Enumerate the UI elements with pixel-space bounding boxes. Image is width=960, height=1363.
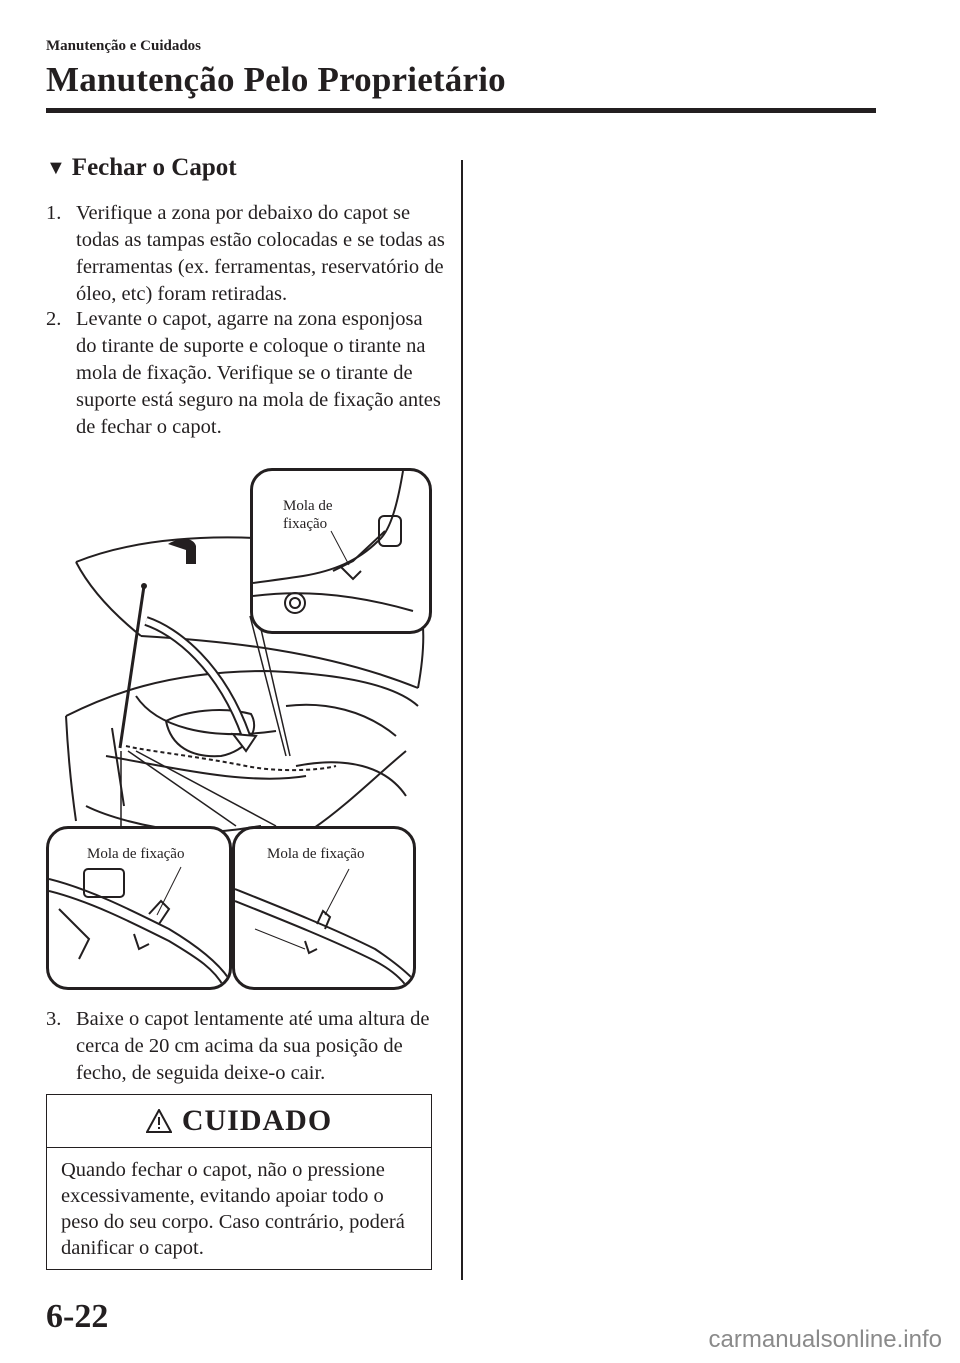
column-divider <box>461 160 463 1280</box>
hood-illustration <box>46 466 430 986</box>
clip-detail-drawing <box>253 471 429 631</box>
caution-title: CUIDADO <box>181 1104 333 1137</box>
step-number: 3. <box>46 1008 62 1030</box>
watermark: carmanualsonline.info <box>708 1326 942 1353</box>
warning-triangle-icon <box>146 1109 172 1133</box>
step-number: 1. <box>46 202 62 224</box>
clip-label-top <box>283 497 333 533</box>
page-title: Manutenção Pelo Proprietário <box>46 60 506 99</box>
step-3 <box>46 1006 446 1087</box>
callout-bottom-left <box>46 826 232 990</box>
caution-header <box>47 1095 431 1148</box>
page-number: 6-22 <box>46 1298 109 1335</box>
clip-label-line1: Mola de <box>283 498 333 514</box>
step-text: Baixe o capot lentamente até uma altura de cerca de 20 cm acima da sua posição de fecho, de seguida deixe-o cair. <box>76 1008 430 1084</box>
step-2 <box>46 306 446 441</box>
section-label: Manutenção e Cuidados <box>46 38 202 54</box>
callout-top-right <box>250 468 432 634</box>
clip-label-left: Mola de fixação <box>87 846 185 862</box>
step-number: 2. <box>46 308 62 330</box>
header-rule <box>46 108 876 113</box>
step-1 <box>46 200 446 308</box>
step-text: Verifique a zona por debaixo do capot se todas as tampas estão colocadas e se todas as ferramentas (ex. ferramentas, reservatório de óleo, etc) foram retiradas. <box>76 202 445 305</box>
subsection-title: Fechar o Capot <box>71 154 237 181</box>
caution-text: Quando fechar o capot, não o pressione excessivamente, evitando apoiar todo o peso do seu corpo. Caso contrário, poderá danificar o capot. <box>61 1159 405 1259</box>
caution-box <box>46 1094 432 1270</box>
subsection-heading <box>46 154 237 182</box>
callout-bottom-right <box>232 826 416 990</box>
step-text: Levante o capot, agarre na zona esponjosa do tirante de suporte e coloque o tirante na mola de fixação. Verifique se o tirante de suporte está seguro na mola de fixação antes de fechar o capot. <box>76 308 441 438</box>
clip-label-right: Mola de fixação <box>267 846 365 862</box>
clip-label-line2: fixação <box>283 516 328 532</box>
down-triangle-icon: ▼ <box>46 156 66 179</box>
